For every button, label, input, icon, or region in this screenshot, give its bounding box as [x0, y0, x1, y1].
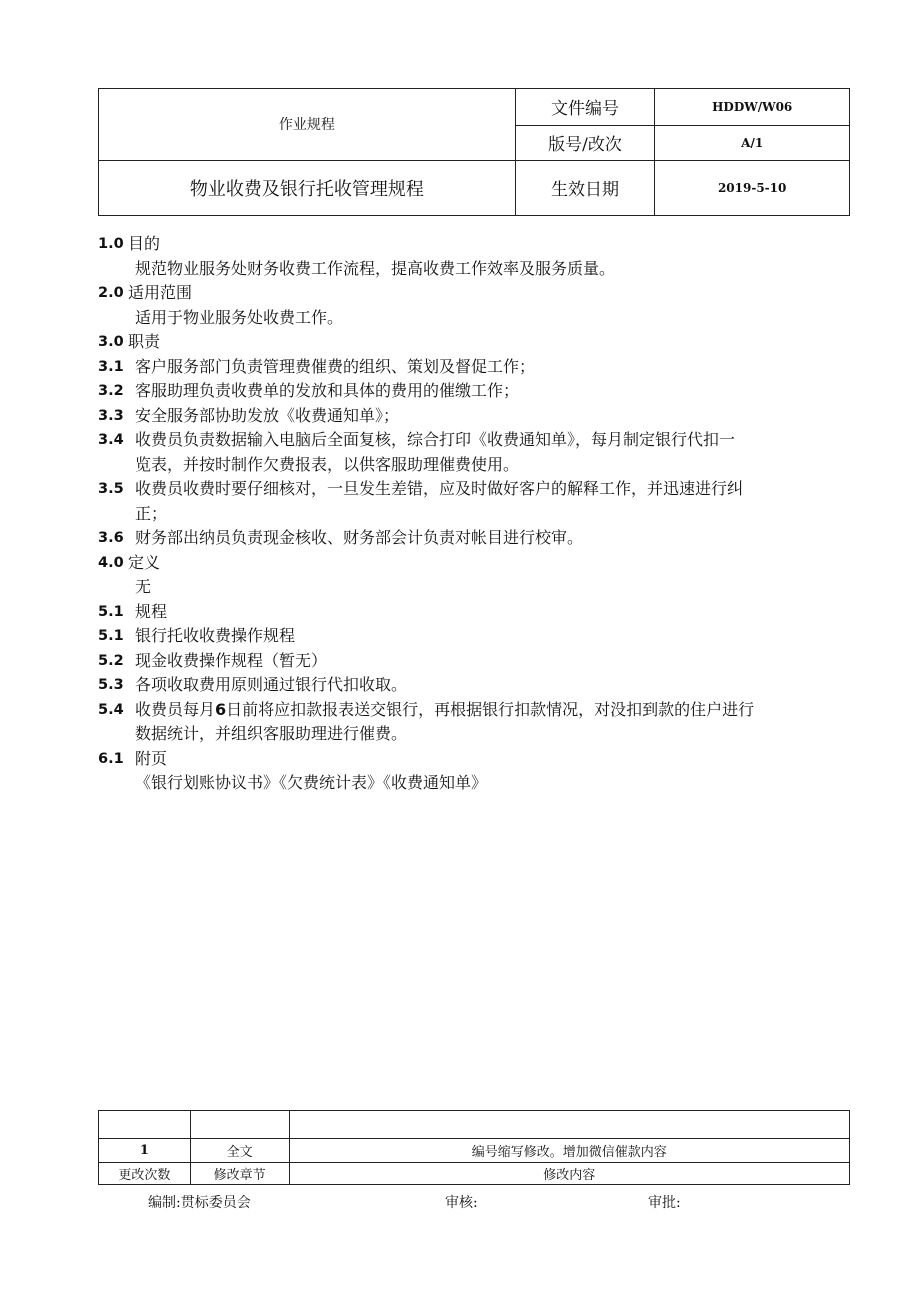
header-table: [98, 88, 850, 216]
item-number: 3.5: [98, 481, 124, 497]
doc-type: 作业规程: [99, 89, 516, 161]
document-body: [98, 232, 846, 796]
item-text: 收费员负责数据输入电脑后全面复核，综合打印《收费通知单》，每月制定银行代扣一: [135, 430, 736, 449]
doc-no-label: 文件编号: [515, 89, 655, 126]
section-heading: [98, 600, 846, 625]
list-item: [98, 624, 846, 649]
item-text: 银行托收收费操作规程: [135, 626, 296, 645]
reviewed-by: 审核:: [445, 1195, 478, 1211]
revision-content: 编号缩写修改。增加微信催款内容: [289, 1139, 849, 1163]
section-title: 附页: [135, 748, 168, 768]
item-text-pre: 收费员每月: [135, 699, 216, 719]
effective-date-label: 生效日期: [515, 160, 655, 215]
revision-count: 1: [99, 1139, 191, 1163]
item-text: 财务部出纳员负责现金核收、财务部会计负责对帐目进行校审。: [135, 528, 584, 547]
section-number: 5.1: [98, 603, 124, 620]
doc-no-value: HDDW/W06: [655, 89, 850, 126]
item-number: 3.2: [98, 383, 124, 399]
list-item: [98, 477, 846, 502]
section-title: 规程: [135, 601, 168, 621]
list-item: [98, 379, 846, 404]
section-text: 无: [135, 577, 152, 596]
item-text: 收费员收费时要仔细核对，一旦发生差错，应及时做好客户的解释工作，并迅速进行纠: [135, 479, 744, 498]
item-continuation: 览表，并按时制作欠费报表，以供客服助理催费使用。: [135, 454, 520, 474]
section-heading: [98, 747, 846, 772]
item-text: 安全服务部协助发放《收费通知单》；: [135, 405, 400, 425]
list-item: [98, 673, 846, 698]
item-number: 5.3: [98, 677, 124, 693]
item-text-day: 6: [215, 699, 227, 719]
empty-cell: [190, 1111, 289, 1139]
effective-date-value: 2019-5-10: [655, 160, 850, 215]
item-number: 3.6: [98, 530, 124, 546]
section-title: 目的: [128, 234, 161, 253]
item-number: 3.3: [98, 407, 124, 424]
section-text: 《银行划账协议书》《欠费统计表》《收费通知单》: [135, 773, 488, 792]
list-item: [98, 404, 846, 429]
header-count: 更改次数: [99, 1163, 191, 1185]
section-heading: [98, 330, 846, 355]
section-number: 1.0: [98, 236, 124, 252]
section-text: 适用于物业服务处收费工作。: [135, 307, 344, 327]
list-item: [98, 428, 846, 453]
section-number: 3.0: [98, 334, 124, 350]
item-number: 5.4: [98, 701, 124, 718]
item-number: 5.2: [98, 652, 124, 669]
prepared-by: 编制:贯标委员会: [148, 1195, 251, 1211]
table-row: [99, 1111, 850, 1139]
item-text-post: 日前将应扣款报表送交银行，再根据银行扣款情况，对没扣到款的住户进行: [226, 699, 755, 719]
item-number: 5.1: [98, 628, 124, 644]
section-number: 2.0: [98, 285, 124, 301]
item-continuation: 正；: [135, 503, 168, 523]
table-row: [99, 1139, 850, 1163]
section-title: 适用范围: [128, 283, 193, 302]
item-text: 各项收取费用原则通过银行代扣收取。: [135, 675, 408, 694]
table-header-row: [99, 1163, 850, 1185]
approved-by: 审批:: [648, 1195, 681, 1211]
list-item: [98, 649, 846, 674]
section-heading: [98, 232, 846, 257]
item-text: 现金收费操作规程（暂无）: [135, 650, 328, 670]
item-number: 3.1: [98, 358, 124, 375]
doc-title: 物业收费及银行托收管理规程: [99, 160, 516, 215]
item-number: 3.4: [98, 432, 124, 448]
version-label: 版号/改次: [515, 125, 655, 160]
list-item: [98, 526, 846, 551]
list-item: [98, 698, 846, 723]
section-heading: [98, 281, 846, 306]
list-item: [98, 355, 846, 380]
revision-table: [98, 1110, 850, 1185]
section-title: 职责: [128, 332, 161, 351]
section-number: 6.1: [98, 750, 124, 767]
section-title: 定义: [128, 552, 161, 572]
revision-section: 全文: [190, 1139, 289, 1163]
section-number: 4.0: [98, 554, 124, 571]
header-section: 修改章节: [190, 1163, 289, 1185]
empty-cell: [99, 1111, 191, 1139]
section-heading: [98, 551, 846, 576]
empty-cell: [289, 1111, 849, 1139]
header-content: 修改内容: [289, 1163, 849, 1185]
section-text: 规范物业服务处财务收费工作流程，提高收费工作效率及服务质量。: [135, 258, 616, 278]
item-text: 客户服务部门负责管理费催费的组织、策划及督促工作；: [135, 356, 536, 376]
item-continuation: 数据统计，并组织客服助理进行催费。: [135, 724, 408, 743]
item-text: 客服助理负责收费单的发放和具体的费用的催缴工作；: [135, 381, 520, 400]
version-value: A/1: [655, 125, 850, 160]
